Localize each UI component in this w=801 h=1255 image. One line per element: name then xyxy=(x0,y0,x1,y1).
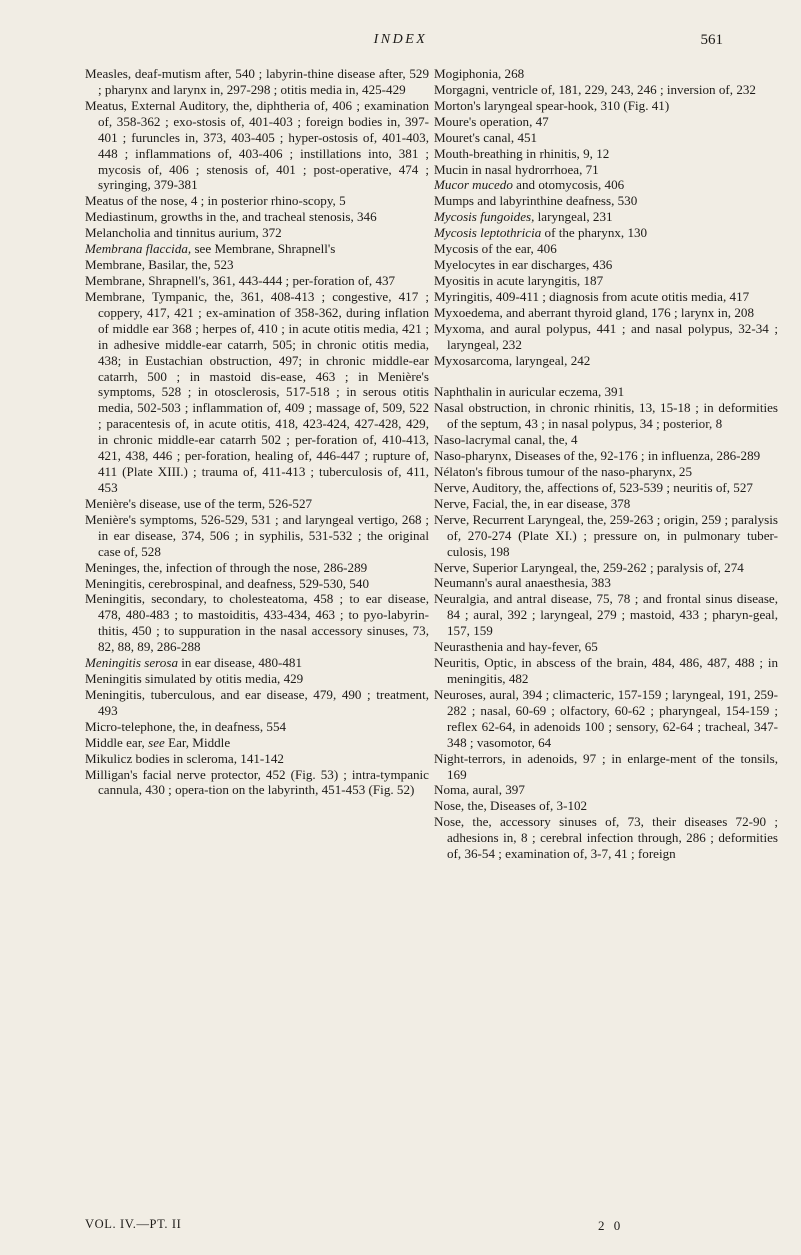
index-entry-text: Naphthalin in auricular eczema, 391 xyxy=(434,384,625,400)
index-entry-text: Night-terrors, in adenoids, 97 ; in enlarge-ment of the tonsils, 169 xyxy=(434,750,778,782)
index-entry-text: Neuralgia, and antral disease, 75, 78 ; and frontal sinus disease, 84 ; aural, 392 ; laryngeal, 279 ; mastoid, 433 ; pharyn-geal, 157, 159 xyxy=(434,591,778,639)
index-entry-text: Meningitis simulated by otitis media, 429 xyxy=(85,671,304,687)
signature-mark: 2 0 xyxy=(598,1218,624,1233)
index-entry xyxy=(434,464,778,480)
index-entry xyxy=(434,225,778,241)
index-entry xyxy=(434,560,778,576)
index-entry-term: Mycosis leptothricia xyxy=(434,225,542,241)
index-entry xyxy=(434,162,778,178)
index-entry xyxy=(85,767,429,799)
index-entry-text: Morgagni, ventricle of, 181, 229, 243, 246 ; inversion of, 232 xyxy=(434,81,756,97)
index-entry xyxy=(434,400,778,432)
index-entry-text: Menière's symptoms, 526-529, 531 ; and laryngeal vertigo, 268 ; in ear disease, 374, 506 ; in syphilis, 531-532 ; the original case of, 528 xyxy=(85,511,429,559)
index-entry-text: Neuroses, aural, 394 ; climacteric, 157-159 ; laryngeal, 191, 259-282 ; nasal, 60-69 ; olfactory, 60-62 ; pharyngeal, 154-159 ; reflex 62-64, in adenoids 100 ; sensory, 62-64 ; tracheal, 347-348 ; vasomotor, 64 xyxy=(434,686,778,750)
index-entry xyxy=(434,273,778,289)
index-entry-text: Nerve, Recurrent Laryngeal, the, 259-263 ; origin, 259 ; paralysis of, 270-274 (Plate XI.) ; pressure on, in pulmonary tuber-culosis, 198 xyxy=(434,511,778,559)
index-entry-text: Milligan's facial nerve protector, 452 (Fig. 53) ; intra-tympanic cannula, 430 ; opera-tion on the labyrinth, 451-453 (Fig. 52) xyxy=(85,766,429,798)
index-entry-text: Membrane, Basilar, the, 523 xyxy=(85,257,234,273)
index-entry-text: Nerve, Superior Laryngeal, the, 259-262 ; paralysis of, 274 xyxy=(434,559,744,575)
index-entry xyxy=(434,289,778,305)
index-entry xyxy=(434,305,778,321)
index-entry-text: Mogiphonia, 268 xyxy=(434,66,525,81)
index-entry-text: Nerve, Auditory, the, affections of, 523-539 ; neuritis of, 527 xyxy=(434,479,753,495)
index-entry-text: Meningitis, tuberculous, and ear disease, 479, 490 ; treatment, 493 xyxy=(85,686,429,718)
index-entry xyxy=(434,66,778,82)
index-entry xyxy=(434,98,778,114)
index-entry xyxy=(434,146,778,162)
index-entry-term: Mucor mucedo xyxy=(434,177,513,193)
index-entry xyxy=(85,66,429,98)
index-entry xyxy=(434,496,778,512)
index-entry-text: Moure's operation, 47 xyxy=(434,113,549,129)
index-entry-text: Myelocytes in ear discharges, 436 xyxy=(434,257,613,273)
index-entry-text: Mouth-breathing in rhinitis, 9, 12 xyxy=(434,145,610,161)
index-entry xyxy=(434,209,778,225)
index-entry xyxy=(85,98,429,194)
index-entry xyxy=(434,814,778,862)
index-entry xyxy=(434,177,778,193)
index-entry-text: and otomycosis, 406 xyxy=(512,177,625,193)
index-entry-text: Myxoedema, and aberrant thyroid gland, 176 ; larynx in, 208 xyxy=(434,304,754,320)
index-entry-term: Mycosis fungoides, xyxy=(434,209,535,225)
index-entry xyxy=(434,241,778,257)
index-entry xyxy=(85,241,429,257)
index-entry-text: Myxosarcoma, laryngeal, 242 xyxy=(434,352,591,368)
index-entry-text: laryngeal, 231 xyxy=(534,209,613,225)
index-entry-text: Mumps and labyrinthine deafness, 530 xyxy=(434,193,638,209)
index-entry-term: Meningitis serosa xyxy=(85,655,178,671)
index-entry xyxy=(85,719,429,735)
index-entry-text: Meninges, the, infection of through the nose, 286-289 xyxy=(85,559,368,575)
index-entry xyxy=(434,512,778,560)
index-entry-text: Naso-lacrymal canal, the, 4 xyxy=(434,432,578,448)
index-entry xyxy=(85,735,429,751)
index-entry xyxy=(85,560,429,576)
index-entry xyxy=(434,575,778,591)
index-entry-text: Menière's disease, use of the term, 526-527 xyxy=(85,495,313,511)
index-entry-text: in ear disease, 480-481 xyxy=(178,655,302,671)
index-entry-text: Meningitis, cerebrospinal, and deafness, 529-530, 540 xyxy=(85,575,369,591)
index-entry xyxy=(85,671,429,687)
index-entry-text: Myringitis, 409-411 ; diagnosis from acute otitis media, 417 xyxy=(434,288,750,304)
index-entry-text: Meatus, External Auditory, the, diphtheria of, 406 ; examination of, 358-362 ; exo-stosis of, 401-403 ; foreign bodies in, 397-401 ; furuncles in, 373, 403-405 ; hyper-ostosis of, 401-403, 448 ; inflammations of, 403-406 ; instillations into, 381 ; mycosis of, 406 ; stenosis of, 401 ; post-operative, 474 ; syringing, 379-381 xyxy=(85,97,429,193)
index-entry-text: Noma, aural, 397 xyxy=(434,782,525,798)
index-entry xyxy=(434,432,778,448)
index-entry-text: Mediastinum, growths in the, and tracheal stenosis, 346 xyxy=(85,209,377,225)
page-number: 561 xyxy=(700,32,723,48)
index-entry xyxy=(434,130,778,146)
index-column-right xyxy=(434,66,778,862)
index-column-left xyxy=(85,66,429,798)
index-entry-text: Nasal obstruction, in chronic rhinitis, 13, 15-18 ; in deformities of the septum, 43 ; in nasal polypus, 34 ; posterior, 8 xyxy=(434,400,778,432)
index-entry xyxy=(85,512,429,560)
index-entry-term: Membrana flaccida, xyxy=(85,241,192,257)
index-entry-text: Naso-pharynx, Diseases of the, 92-176 ; in influenza, 286-289 xyxy=(434,448,761,464)
index-entry xyxy=(85,257,429,273)
index-entry xyxy=(434,384,778,400)
index-entry xyxy=(434,639,778,655)
index-entry-text: Middle ear, xyxy=(85,734,149,750)
index-entry-text: Measles, deaf-mutism after, 540 ; labyrin-thine disease after, 529 ; pharynx and larynx in, 297-298 ; otitis media in, 425-429 xyxy=(85,66,429,97)
index-entry-text: Myositis in acute laryngitis, 187 xyxy=(434,272,604,288)
index-entry xyxy=(85,576,429,592)
index-entry xyxy=(434,82,778,98)
index-entry-text: Neumann's aural anaesthesia, 383 xyxy=(434,575,611,591)
volume-footer: VOL. IV.—PT. II xyxy=(85,1217,182,1231)
index-entry-text: of the pharynx, 130 xyxy=(541,225,648,241)
index-entry-text: Meningitis, secondary, to cholesteatoma, 458 ; to ear disease, 478, 480-483 ; to mastoiditis, 433-434, 463 ; to pyo-labyrin-thitis, 450 ; to suppuration in the nasal accessory sinuses, 73, 82, 88, 89, 286-288 xyxy=(85,591,429,655)
index-entry-text: Nose, the, Diseases of, 3-102 xyxy=(434,798,588,814)
index-entry-text: Micro-telephone, the, in deafness, 554 xyxy=(85,718,287,734)
index-entry xyxy=(434,257,778,273)
index-entry-text: Nose, the, accessory sinuses of, 73, their diseases 72-90 ; adhesions in, 8 ; cerebral infection through, 286 ; deformities of, 36-54 ; examination of, 3-7, 41 ; foreign xyxy=(434,814,778,862)
running-title: INDEX xyxy=(373,32,428,47)
index-entry xyxy=(85,225,429,241)
index-entry xyxy=(85,655,429,671)
page-header xyxy=(0,10,801,46)
index-entry-text: Mycosis of the ear, 406 xyxy=(434,241,557,257)
index-entry xyxy=(434,448,778,464)
index-entry-text: Nélaton's fibrous tumour of the naso-pharynx, 25 xyxy=(434,464,693,480)
index-entry xyxy=(85,289,429,496)
index-entry xyxy=(434,782,778,798)
index-entry-text: Melancholia and tinnitus aurium, 372 xyxy=(85,225,282,241)
index-entry-text: Neuritis, Optic, in abscess of the brain, 484, 486, 487, 488 ; in meningitis, 482 xyxy=(434,655,778,686)
index-entry-text: Membrane, Shrapnell's, 361, 443-444 ; per-foration of, 437 xyxy=(85,272,396,288)
index-entry xyxy=(85,193,429,209)
index-entry-text: Meatus of the nose, 4 ; in posterior rhino-scopy, 5 xyxy=(85,193,346,209)
index-entry-text: Mouret's canal, 451 xyxy=(434,129,538,145)
index-entry xyxy=(85,496,429,512)
index-entry xyxy=(434,751,778,783)
index-entry xyxy=(434,321,778,353)
index-entry xyxy=(434,480,778,496)
index-entry xyxy=(434,687,778,751)
index-entry xyxy=(434,798,778,814)
index-entry-see: see xyxy=(148,734,165,750)
index-entry xyxy=(434,591,778,639)
index-entry-text: Mucin in nasal hydrorrhoea, 71 xyxy=(434,161,599,177)
index-entry-ref: Ear, Middle xyxy=(164,734,231,750)
index-entry-text: see Membrane, Shrapnell's xyxy=(191,241,336,257)
index-entry xyxy=(85,591,429,655)
index-entry xyxy=(85,273,429,289)
index-entry xyxy=(85,751,429,767)
index-entry-text: Nerve, Facial, the, in ear disease, 378 xyxy=(434,495,631,511)
index-entry xyxy=(434,193,778,209)
index-entry-text: Myxoma, and aural polypus, 441 ; and nasal polypus, 32-34 ; laryngeal, 232 xyxy=(434,320,778,352)
index-entry xyxy=(85,687,429,719)
index-entry-text: Membrane, Tympanic, the, 361, 408-413 ; congestive, 417 ; coppery, 417, 421 ; ex-amination of 358-362, during inflation of middle ear 368 ; herpes of, 410 ; in acute otitis media, 421 ; in adhesive middle-ear catarrh, 505; in chronic otitis media, 438; in Eustachian obstruction, 497; in chronic middle-ear catarrh, 500 ; in mastoid dis-ease, 463 ; in Menière's symptoms, 528 ; in otosclerosis, 517-518 ; in serous otitis media, 502-503 ; inflammation of, 409 ; massage of, 509, 522 ; paracentesis of, in acute otitis, 418, 423-424, 427-428, 429, in chronic middle-ear catarrh 502 ; per-foration of, 410-413, 421, 438, 446 ; per-foration, healing of, 446-447 ; rupture of, 411 (Plate XIII.) ; trauma of, 411-413 ; tuberculosis of, 411, 453 xyxy=(85,288,429,495)
index-entry xyxy=(434,655,778,687)
index-entry xyxy=(85,209,429,225)
index-entry-text: Neurasthenia and hay-fever, 65 xyxy=(434,639,598,655)
index-entry xyxy=(434,114,778,130)
index-entry-text: Mikulicz bodies in scleroma, 141-142 xyxy=(85,750,284,766)
index-entry xyxy=(434,353,778,369)
index-entry-text: Morton's laryngeal spear-hook, 310 (Fig. 41) xyxy=(434,97,670,113)
